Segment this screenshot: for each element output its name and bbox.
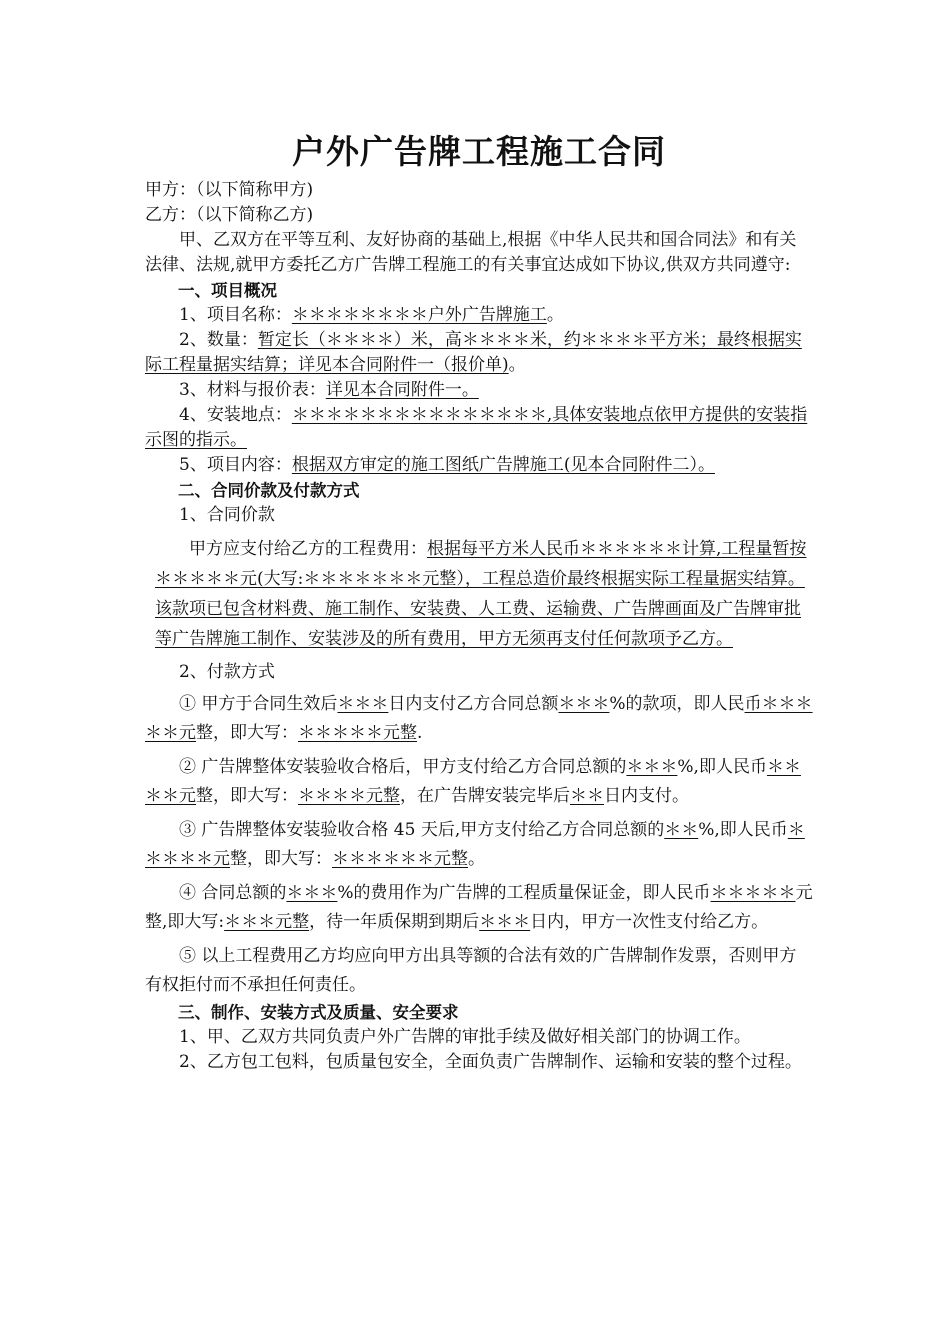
clause-text: ，待一年质保期到期后 xyxy=(309,912,480,932)
intro-paragraph: 甲、乙双方在平等互利、友好协商的基础上,根据《中华人民共和国合同法》和有关法律、法规,就甲方委托乙方广告牌工程施工的有关事宜达成如下协议,供双方共同遵守: xyxy=(145,230,797,275)
payment-clause-2 xyxy=(145,753,813,811)
clause-text: %,即人民币 xyxy=(698,820,788,840)
clause-text: 整，即大写： xyxy=(196,786,298,806)
clause-blank: ＊＊＊ xyxy=(286,883,338,903)
clause-text: 。 xyxy=(468,849,485,869)
clause-blank: ＊＊ xyxy=(664,820,699,840)
party-a-line: 甲方：（以下简称甲方) xyxy=(145,180,314,200)
item-quantity xyxy=(145,328,813,378)
payment-clause-5: ⑤ 以上工程费用乙方均应向甲方出具等额的合法有效的广告牌制作发票，否则甲方有权拒付而不承担任何责任。 xyxy=(145,946,797,995)
item-label: 3、材料与报价表： xyxy=(179,380,326,400)
clause-blank: ＊＊＊ xyxy=(626,757,678,777)
section-3-item-2: 2、乙方包工包料，包质量包安全，全面负责广告牌制作、运输和安装的整个过程。 xyxy=(179,1052,802,1072)
item-end: 。 xyxy=(508,355,526,375)
clause-blank: ＊＊＊＊＊ xyxy=(710,883,796,903)
clause-blank: ＊＊＊＊元整 xyxy=(298,786,400,806)
item-value: 根据双方审定的施工图纸广告牌施工(见本合同附件二）。 xyxy=(291,455,715,475)
clause-blank: ＊＊ xyxy=(570,786,604,806)
clause-text: ③ 广告牌整体安装验收合格 45 天后,甲方支付给乙方合同总额的 xyxy=(179,820,665,840)
item-value: ＊＊＊＊＊＊＊＊户外广告牌施工 xyxy=(291,305,547,325)
section-3-heading: 三、制作、安装方式及质量、安全要求 xyxy=(178,1003,459,1022)
payment-clause-4 xyxy=(145,879,813,937)
item-value: ＊＊＊＊＊＊＊＊＊＊＊＊＊＊＊,具体安装地点依甲方提供的安装指示图的指示。 xyxy=(145,405,808,450)
clause-blank: ＊＊＊元整 xyxy=(224,912,310,932)
section-1-heading: 一、项目概况 xyxy=(178,281,277,300)
subsection-contract-price: 1、合同价款 xyxy=(179,505,275,525)
item-label: 1、项目名称： xyxy=(179,305,292,325)
section-3-item-1: 1、甲、乙双方共同负责户外广告牌的审批手续及做好相关部门的协调工作。 xyxy=(179,1027,751,1047)
clause-text: %的费用作为广告牌的工程质量保证金，即人民币 xyxy=(337,883,711,903)
item-label: 4、安装地点： xyxy=(179,405,292,425)
clause-blank: ＊＊＊ xyxy=(558,694,610,714)
clause-blank: ＊＊＊ xyxy=(337,694,389,714)
clause-blank: ＊＊＊＊＊元 xyxy=(145,820,805,869)
contract-page xyxy=(145,128,813,1075)
item-content xyxy=(145,453,813,478)
clause-text: 日内，甲方一次性支付给乙方。 xyxy=(530,912,769,932)
section-2-heading: 二、合同价款及付款方式 xyxy=(178,481,360,500)
item-location xyxy=(145,403,813,453)
subsection-payment-method: 2、付款方式 xyxy=(179,662,275,682)
item-value: 详见本合同附件一。 xyxy=(325,380,479,400)
clause-text: ④ 合同总额的 xyxy=(179,883,287,903)
clause-text: 日内支付。 xyxy=(604,786,689,806)
contract-price-paragraph xyxy=(145,534,813,654)
clause-blank: ＊＊＊＊＊＊元整 xyxy=(332,849,468,869)
item-end: 。 xyxy=(546,305,564,325)
clause-text: 整，即大写： xyxy=(230,849,332,869)
price-value: 根据每平方米人民币＊＊＊＊＊＊计算,工程量暂按＊＊＊＊＊元(大写:＊＊＊＊＊＊＊元整），工程总造价最终根据实际工程量据实结算。该款项已包含材料费、施工制作、安装费、人工费、运输费、广告牌画面及广告牌审批等广告牌施工制作、安装涉及的所有费用，甲方无须再支付任何款项予乙方。 xyxy=(155,539,807,649)
price-label: 甲方应支付给乙方的工程费用： xyxy=(189,539,427,559)
clause-text: 元整,即大写: xyxy=(145,883,813,932)
item-materials xyxy=(145,378,813,403)
clause-text: %,即人民币 xyxy=(677,757,767,777)
clause-text: . xyxy=(417,723,423,743)
clause-blank: 币＊＊＊＊＊元 xyxy=(145,694,813,743)
payment-clause-1 xyxy=(145,690,813,748)
page-title: 户外广告牌工程施工合同 xyxy=(292,132,666,171)
clause-blank: ＊＊＊ xyxy=(479,912,531,932)
clause-text: 整，即大写： xyxy=(196,723,298,743)
clause-text: ，在广告牌安装完毕后 xyxy=(400,786,570,806)
clause-text: 日内支付乙方合同总额 xyxy=(388,694,559,714)
clause-text: %的款项，即人民 xyxy=(609,694,745,714)
item-value: 暂定长（＊＊＊＊）米，高＊＊＊＊米，约＊＊＊＊平方米；最终根据实际工程量据实结算；详见本合同附件一（报价单) xyxy=(145,330,802,375)
clause-text: ② 广告牌整体安装验收合格后，甲方支付给乙方合同总额的 xyxy=(179,757,627,777)
payment-clause-3 xyxy=(145,816,813,874)
party-b-line: 乙方：（以下简称乙方) xyxy=(145,205,314,225)
clause-blank: ＊＊＊＊元 xyxy=(145,757,801,806)
item-label: 5、项目内容： xyxy=(179,455,292,475)
clause-blank: ＊＊＊＊＊元整 xyxy=(298,723,417,743)
item-project-name xyxy=(145,303,813,328)
item-label: 2、数量： xyxy=(179,330,258,350)
clause-text: ① 甲方于合同生效后 xyxy=(179,694,338,714)
